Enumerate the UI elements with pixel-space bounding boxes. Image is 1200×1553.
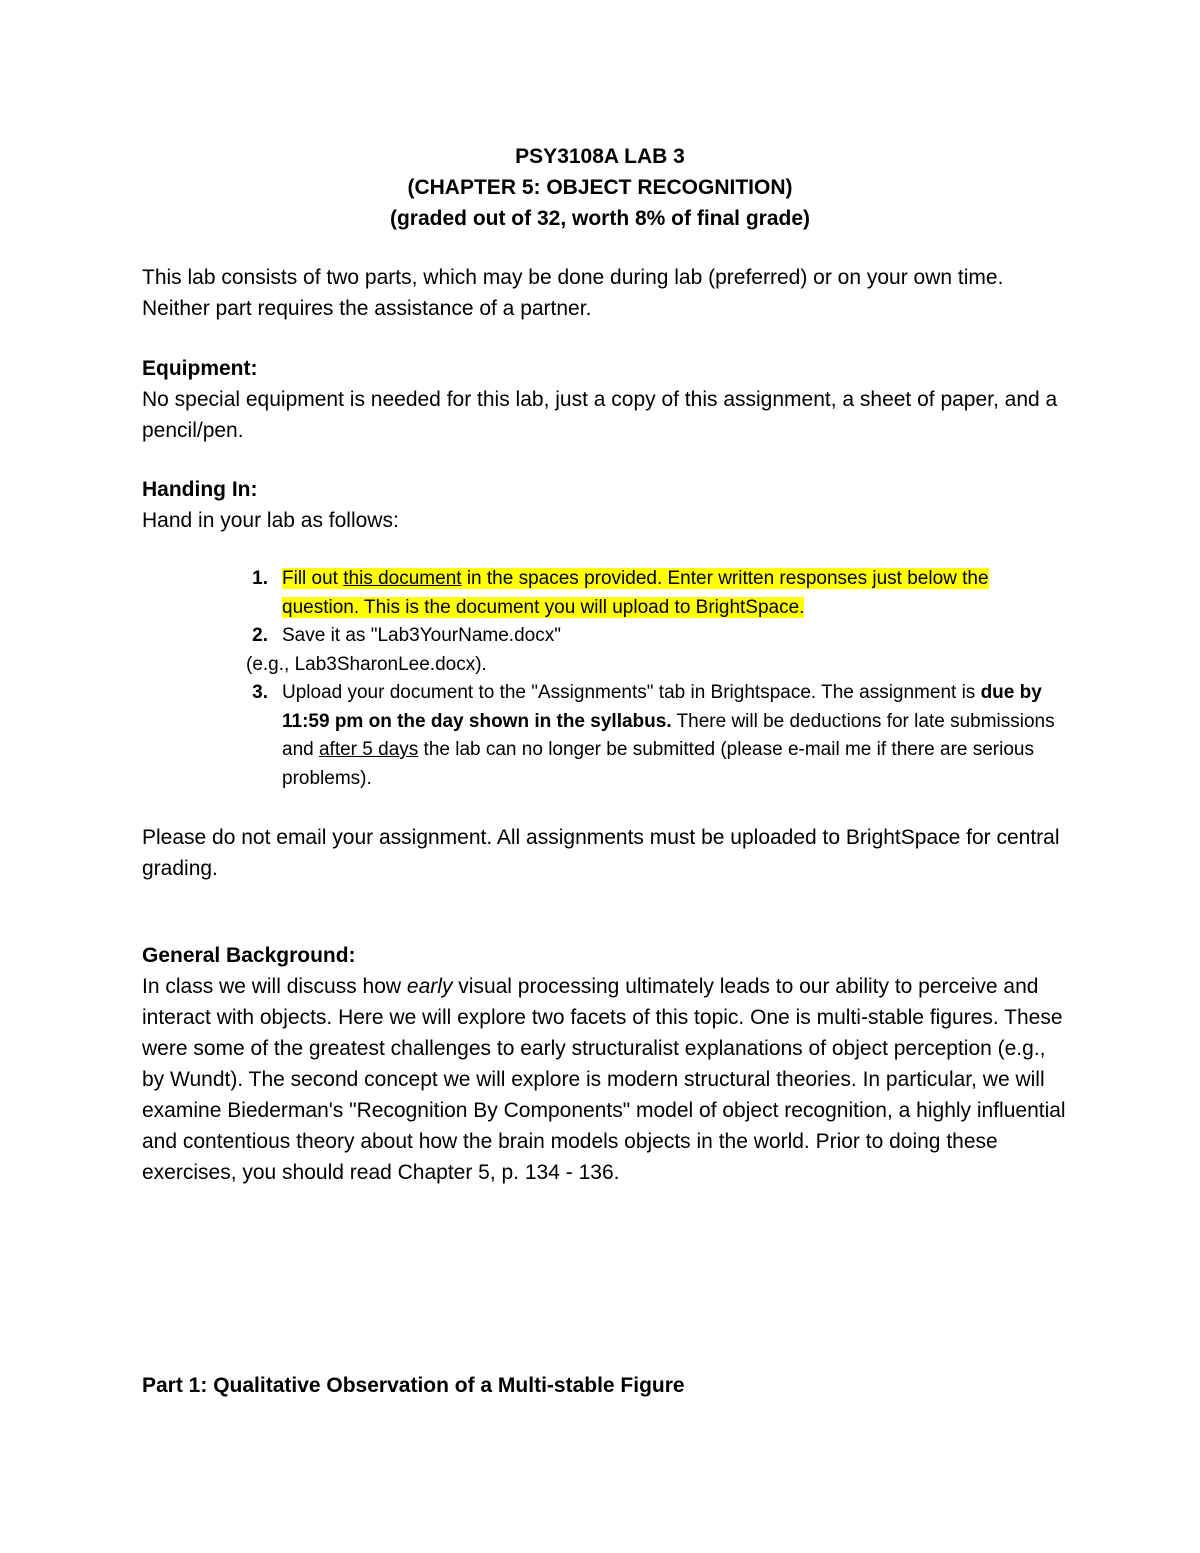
deadline-text: due by 11:59 pm on the day shown in the syllabus. [282,682,1042,732]
chapter-title: (CHAPTER 5: OBJECT RECOGNITION) [407,176,793,199]
list-number: 2. [252,625,268,646]
list-number: 3. [252,682,268,703]
save-instruction: Save it as "Lab3YourName.docx" [282,625,561,646]
list-number: 1. [252,568,268,589]
background-text: In class we will discuss how early visual processing ultimately leads to our ability to perceive and interact with objects. Here we will explore two facets of this topic. One is multi-stable figures. These were some of the greatest challenges to early structuralist explanations of object perception (e.g., by Wundt). The second concept we will explore is modern structural theories. In particular, we will examine Biederman's "Recognition By Components" model of object recognition, a highly influential and contentious theory about how the brain models objects in the world. Prior to doing these exercises, you should read Chapter 5, p. 134 - 136. [142,975,1066,1184]
title-block [0,141,1200,234]
highlighted-instruction: Fill out this document in the spaces provided. Enter written responses just below the question. This is the document you will upload to BrightSpace. [282,568,989,618]
upload-instruction: Upload your document to the "Assignments" tab in Brightspace. The assignment is due by 11:59 pm on the day shown in the syllabus. There will be deductions for late submissions and after 5 days the lab can no longer be submitted (please e-mail me if there are serious problems). [282,682,1055,789]
handing-in-text: Hand in your lab as follows: [142,509,399,532]
list-item [142,622,1072,651]
handing-in-heading: Handing In: [142,478,258,501]
handing-in-section [142,474,1072,536]
background-heading: General Background: [142,944,356,967]
equipment-text: No special equipment is needed for this lab, just a copy of this assignment, a sheet of paper, and a pencil/pen. [142,388,1058,442]
email-note: Please do not email your assignment. All assignments must be uploaded to BrightSpace for central grading. [142,826,1060,880]
grading-note: (graded out of 32, worth 8% of final grade) [389,207,811,230]
filename-example: (e.g., Lab3SharonLee.docx). [246,653,487,675]
instructions-list [142,565,1072,793]
part1-heading: Part 1: Qualitative Observation of a Multi-stable Figure [142,1374,685,1397]
course-title: PSY3108A LAB 3 [515,145,685,168]
list-item [142,565,1072,622]
background-section [142,940,1072,1188]
document-link[interactable]: this document [343,568,462,589]
list-item [142,679,1072,793]
late-limit-text: after 5 days [318,739,419,760]
intro-paragraph: This lab consists of two parts, which may be done during lab (preferred) or on your own time. Neither part requires the assistance of a partner. [142,266,1004,320]
equipment-section [142,353,1072,446]
equipment-heading: Equipment: [142,357,258,380]
